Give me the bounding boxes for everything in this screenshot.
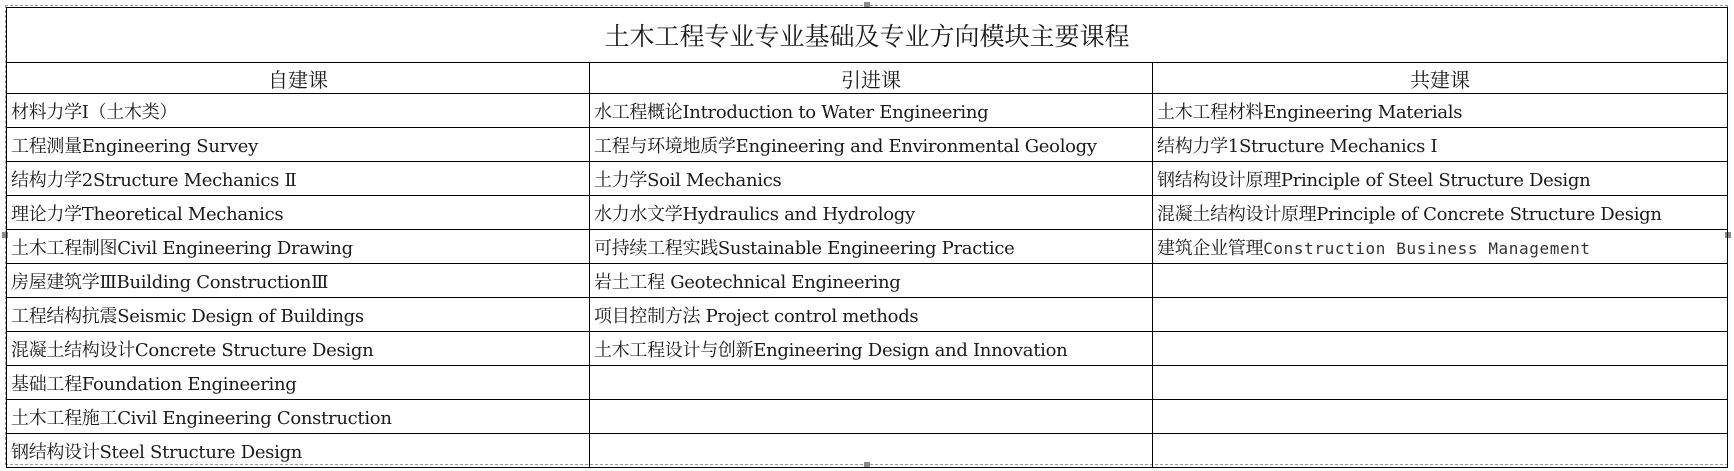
table-cell: 基础工程Foundation Engineering — [7, 366, 590, 400]
table-cell: 结构力学2Structure Mechanics Ⅱ — [7, 162, 590, 196]
table-cell: 房屋建筑学ⅢBuilding ConstructionⅢ — [7, 264, 590, 298]
table-cell — [590, 366, 1153, 400]
table-row — [7, 400, 1728, 434]
table-cell: 钢结构设计Steel Structure Design — [7, 434, 590, 468]
table-row — [7, 162, 1728, 196]
table-cell: 理论力学Theoretical Mechanics — [7, 196, 590, 230]
column-header-imported: 引进课 — [590, 63, 1153, 94]
table-row — [7, 94, 1728, 128]
table-cell: 土木工程材料Engineering Materials — [1153, 94, 1728, 128]
column-header-co-built: 共建课 — [1153, 63, 1728, 94]
table-cell: 材料力学Ⅰ（土木类） — [7, 94, 590, 128]
course-name-en: Construction Business Management — [1263, 238, 1591, 258]
table-cell: 水工程概论Introduction to Water Engineering — [590, 94, 1153, 128]
table-cell: 混凝土结构设计Concrete Structure Design — [7, 332, 590, 366]
table-cell: 工程测量Engineering Survey — [7, 128, 590, 162]
column-header-self-built: 自建课 — [7, 63, 590, 94]
course-table — [6, 7, 1728, 468]
table-row — [7, 128, 1728, 162]
table-cell: 水力水文学Hydraulics and Hydrology — [590, 196, 1153, 230]
table-row — [7, 366, 1728, 400]
table-cell — [590, 434, 1153, 468]
table-row — [7, 298, 1728, 332]
table-cell — [590, 400, 1153, 434]
table-cell: 结构力学1Structure Mechanics I — [1153, 128, 1728, 162]
table-row — [7, 434, 1728, 468]
table-cell: 工程与环境地质学Engineering and Environmental Geology — [590, 128, 1153, 162]
table-row — [7, 264, 1728, 298]
table-row — [7, 230, 1728, 264]
table-cell: 土木工程设计与创新Engineering Design and Innovation — [590, 332, 1153, 366]
table-cell — [1153, 366, 1728, 400]
table-cell — [1153, 400, 1728, 434]
table-cell: 工程结构抗震Seismic Design of Buildings — [7, 298, 590, 332]
table-cell — [1153, 298, 1728, 332]
table-cell: 可持续工程实践Sustainable Engineering Practice — [590, 230, 1153, 264]
course-name-zh: 建筑企业管理 — [1157, 237, 1264, 259]
table-cell — [1153, 264, 1728, 298]
header-row — [7, 63, 1728, 94]
table-cell — [1153, 434, 1728, 468]
table-cell: 岩土工程 Geotechnical Engineering — [590, 264, 1153, 298]
table-cell: 混凝土结构设计原理Principle of Concrete Structure Design — [1153, 196, 1728, 230]
table-row — [7, 196, 1728, 230]
course-table-body — [7, 94, 1728, 468]
table-cell: 项目控制方法 Project control methods — [590, 298, 1153, 332]
table-title: 土木工程专业专业基础及专业方向模块主要课程 — [7, 8, 1728, 63]
table-row — [7, 332, 1728, 366]
table-cell — [1153, 230, 1728, 264]
table-cell: 土木工程施工Civil Engineering Construction — [7, 400, 590, 434]
title-row — [7, 8, 1728, 63]
table-cell: 钢结构设计原理Principle of Steel Structure Design — [1153, 162, 1728, 196]
table-cell — [1153, 332, 1728, 366]
table-cell: 土木工程制图Civil Engineering Drawing — [7, 230, 590, 264]
table-cell: 土力学Soil Mechanics — [590, 162, 1153, 196]
